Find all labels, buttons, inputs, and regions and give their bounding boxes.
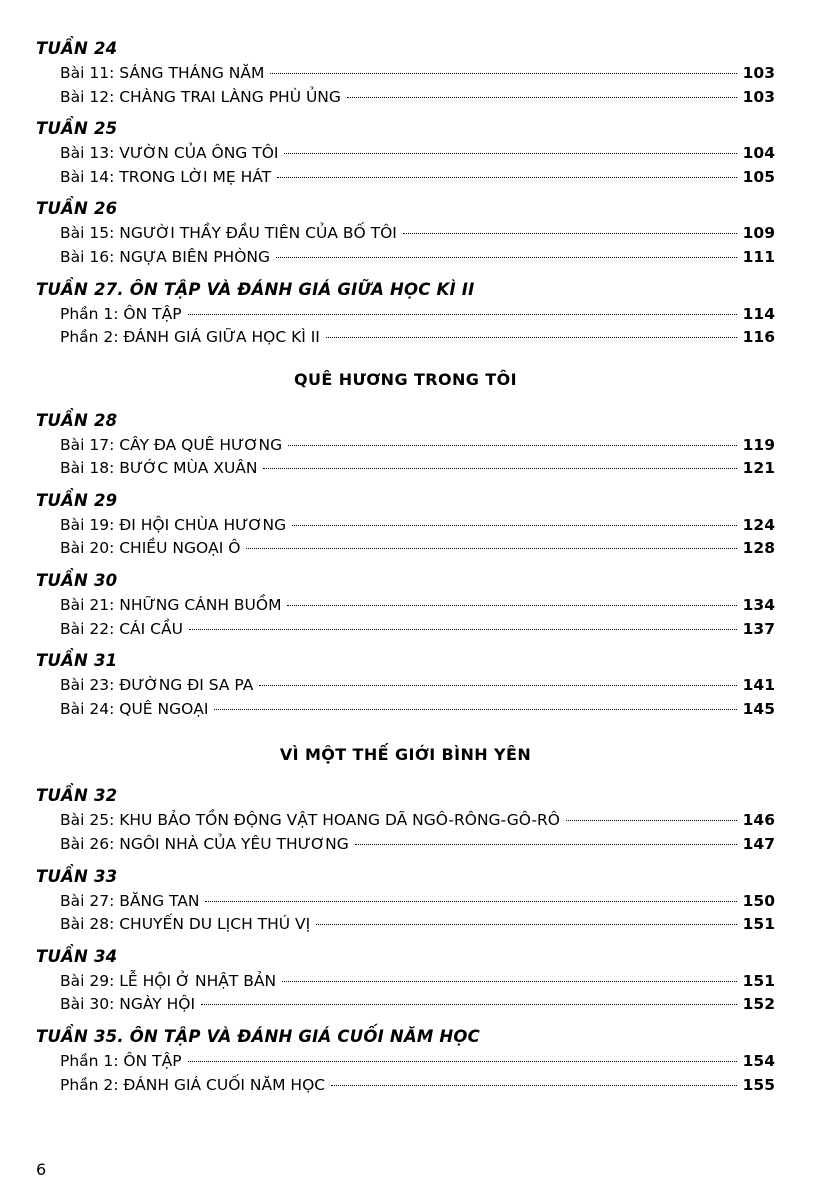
toc-entry-label: Phần 2: ĐÁNH GIÁ CUỐI NĂM HỌC xyxy=(60,1075,326,1094)
toc-entry-page-number: 134 xyxy=(742,596,775,615)
dot-leader xyxy=(316,924,736,925)
week-heading: TUẦN 29 xyxy=(36,490,118,510)
dot-leader xyxy=(259,685,736,686)
toc-entry-page-number: 103 xyxy=(742,87,775,106)
toc-entry-label: Phần 1: ÔN TẬP xyxy=(60,304,182,323)
dot-leader xyxy=(188,1061,737,1062)
toc-entry[interactable] xyxy=(36,62,775,86)
toc-entry-label: Bài 22: CÁI CẦU xyxy=(60,619,183,638)
week-heading: TUẦN 24 xyxy=(36,39,118,58)
dot-leader xyxy=(277,177,737,178)
week-heading: TUẦN 30 xyxy=(36,571,118,591)
table-of-contents xyxy=(36,36,775,1097)
toc-entry[interactable] xyxy=(36,698,775,722)
toc-entry-label: Bài 26: NGÔI NHÀ CỦA YÊU THƯƠNG xyxy=(60,835,349,853)
toc-entry-label: Bài 17: CÂY ĐA QUÊ HƯƠNG xyxy=(60,435,283,454)
toc-entry[interactable] xyxy=(36,618,775,642)
unit-title: QUÊ HƯƠNG TRONG TÔI xyxy=(294,369,517,389)
toc-entry[interactable] xyxy=(36,913,775,937)
dot-leader xyxy=(276,257,737,258)
toc-entry-label: Bài 23: ĐƯỜNG ĐI SA PA xyxy=(60,676,254,695)
toc-entry-page-number: 104 xyxy=(742,144,775,163)
toc-entry-label: Bài 21: NHỮNG CÁNH BUỒM xyxy=(60,596,282,615)
toc-entry-page-number: 141 xyxy=(742,676,775,695)
toc-entry[interactable] xyxy=(36,809,775,833)
dot-leader xyxy=(288,445,737,446)
toc-entry-page-number: 154 xyxy=(742,1051,775,1070)
toc-entry[interactable] xyxy=(36,594,775,618)
dot-leader xyxy=(246,548,736,549)
toc-entry-label: Bài 18: BƯỚC MÙA XUÂN xyxy=(60,459,258,478)
toc-entry-label: Phần 2: ĐÁNH GIÁ GIỮA HỌC KÌ II xyxy=(60,328,320,347)
unit-title: VÌ MỘT THẾ GIỚI BÌNH YÊN xyxy=(279,745,532,765)
dot-leader xyxy=(403,233,737,234)
toc-entry-label: Bài 15: NGƯỜI THẦY ĐẦU TIÊN CỦA BỐ TÔI xyxy=(60,224,397,243)
toc-entry-label: Bài 28: CHUYẾN DU LỊCH THÚ VỊ xyxy=(60,915,311,934)
week-heading: TUẦN 25 xyxy=(36,119,118,139)
dot-leader xyxy=(201,1004,737,1005)
dot-leader xyxy=(355,844,737,845)
toc-entry-page-number: 128 xyxy=(742,539,775,558)
week-heading: TUẦN 28 xyxy=(36,410,118,430)
toc-entry-page-number: 150 xyxy=(742,891,775,910)
toc-entry-label: Bài 29: LỄ HỘI Ở NHẬT BẢN xyxy=(60,971,277,990)
dot-leader xyxy=(566,820,737,821)
page-number: 6 xyxy=(36,1160,47,1179)
dot-leader xyxy=(214,709,736,710)
toc-entry-label: Bài 25: KHU BẢO TỒN ĐỘNG VẬT HOANG DÃ NGÔ-RÔNG-GÔ-RÔ xyxy=(60,811,560,830)
toc-entry-label: Bài 13: VƯỜN CỦA ÔNG TÔI xyxy=(60,144,279,163)
toc-entry[interactable] xyxy=(36,142,775,166)
toc-entry-label: Bài 11: SÁNG THÁNG NĂM xyxy=(60,64,265,83)
toc-entry-page-number: 152 xyxy=(742,995,775,1014)
toc-entry[interactable] xyxy=(36,993,775,1017)
toc-entry-page-number: 116 xyxy=(742,328,775,347)
toc-entry-page-number: 119 xyxy=(742,435,775,454)
toc-entry-label: Bài 30: NGÀY HỘI xyxy=(60,995,196,1014)
toc-entry-page-number: 109 xyxy=(742,224,775,243)
toc-entry-page-number: 111 xyxy=(742,247,775,266)
toc-entry-label: Bài 12: CHÀNG TRAI LÀNG PHÙ ỦNG xyxy=(60,87,341,106)
toc-entry-page-number: 137 xyxy=(742,619,775,638)
week-heading: TUẦN 31 xyxy=(36,651,118,671)
toc-entry[interactable] xyxy=(36,514,775,538)
toc-entry[interactable] xyxy=(36,674,775,698)
toc-entry[interactable] xyxy=(36,86,775,110)
toc-entry-label: Bài 20: CHIỀU NGOẠI Ô xyxy=(60,539,241,558)
toc-entry-page-number: 121 xyxy=(742,459,775,478)
week-heading: TUẦN 26 xyxy=(36,199,118,219)
toc-entry[interactable] xyxy=(36,833,775,857)
toc-entry-label: Bài 19: ĐI HỘI CHÙA HƯƠNG xyxy=(60,515,287,534)
toc-entry-page-number: 147 xyxy=(742,835,775,853)
dot-leader xyxy=(189,629,737,630)
dot-leader xyxy=(284,153,736,154)
toc-entry-page-number: 114 xyxy=(742,304,775,323)
dot-leader xyxy=(331,1085,737,1086)
week-heading: TUẦN 34 xyxy=(36,946,118,966)
toc-entry[interactable] xyxy=(36,537,775,561)
toc-entry-page-number: 151 xyxy=(742,971,775,990)
toc-entry-label: Bài 27: BĂNG TAN xyxy=(60,891,200,910)
toc-entry[interactable] xyxy=(36,303,775,327)
toc-entry[interactable] xyxy=(36,222,775,246)
toc-entry-label: Phần 1: ÔN TẬP xyxy=(60,1051,182,1070)
toc-entry[interactable] xyxy=(36,434,775,458)
dot-leader xyxy=(326,337,737,338)
week-heading: TUẦN 35. ÔN TẬP VÀ ĐÁNH GIÁ CUỐI NĂM HỌC xyxy=(36,1026,480,1046)
toc-entry-label: Bài 16: NGỰA BIÊN PHÒNG xyxy=(60,247,270,266)
toc-entry-page-number: 105 xyxy=(742,167,775,186)
toc-entry[interactable] xyxy=(36,970,775,994)
dot-leader xyxy=(270,73,736,74)
toc-entry-page-number: 146 xyxy=(742,811,775,830)
dot-leader xyxy=(292,525,736,526)
toc-entry-page-number: 151 xyxy=(742,915,775,934)
toc-entry[interactable] xyxy=(36,890,775,914)
dot-leader xyxy=(347,97,737,98)
dot-leader xyxy=(188,314,737,315)
week-heading: TUẦN 27. ÔN TẬP VÀ ĐÁNH GIÁ GIỮA HỌC KÌ II xyxy=(36,279,475,299)
toc-entry-label: Bài 24: QUÊ NGOẠI xyxy=(60,699,209,718)
toc-entry[interactable] xyxy=(36,246,775,270)
week-heading: TUẦN 33 xyxy=(36,866,118,886)
toc-entry[interactable] xyxy=(36,1050,775,1074)
toc-entry-page-number: 155 xyxy=(742,1075,775,1094)
dot-leader xyxy=(287,605,736,606)
toc-entry[interactable] xyxy=(36,166,775,190)
toc-entry[interactable] xyxy=(36,457,775,481)
week-heading: TUẦN 32 xyxy=(36,786,118,806)
dot-leader xyxy=(263,468,736,469)
dot-leader xyxy=(282,981,737,982)
toc-entry[interactable] xyxy=(36,1074,775,1098)
toc-entry-page-number: 145 xyxy=(742,699,775,718)
toc-entry-page-number: 124 xyxy=(742,515,775,534)
toc-entry[interactable] xyxy=(36,326,775,350)
toc-entry-label: Bài 14: TRONG LỜI MẸ HÁT xyxy=(60,167,272,186)
dot-leader xyxy=(205,901,736,902)
toc-entry-page-number: 103 xyxy=(742,64,775,83)
